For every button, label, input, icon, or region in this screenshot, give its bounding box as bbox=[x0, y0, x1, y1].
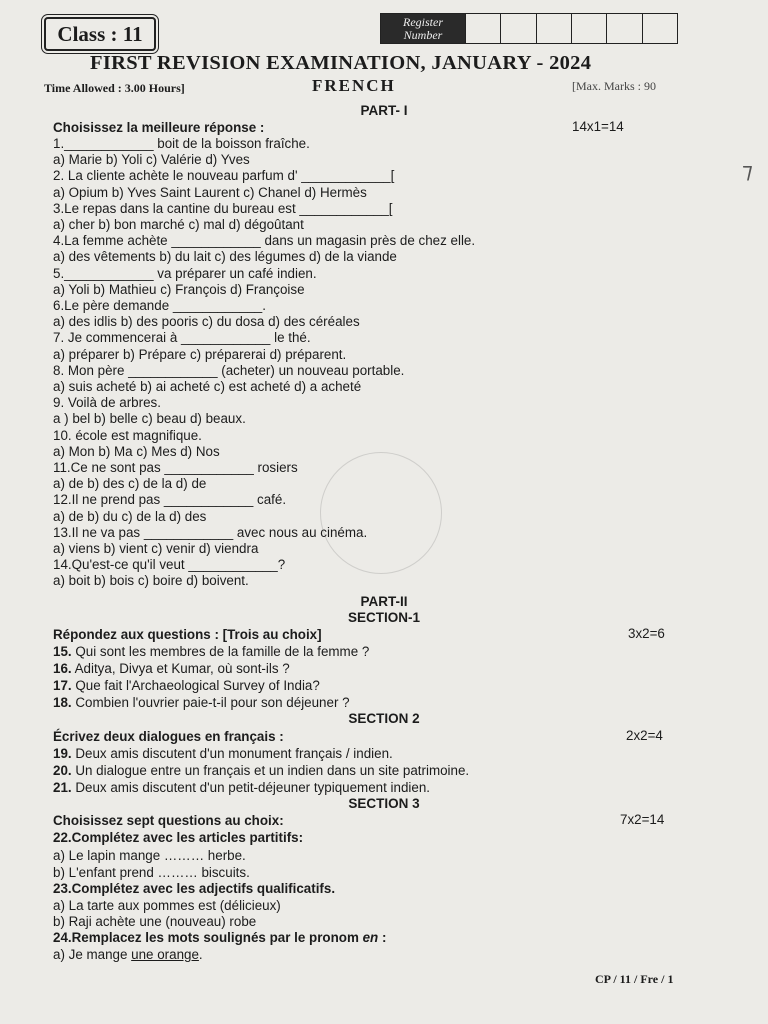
section1-score: 3x2=6 bbox=[628, 626, 665, 641]
option-line: a) boit b) bois c) boire d) boivent. bbox=[53, 573, 249, 589]
question-line bbox=[53, 644, 369, 660]
question-text: Aditya, Divya et Kumar, où sont-ils ? bbox=[71, 661, 290, 676]
register-number-box bbox=[380, 13, 678, 44]
question-line: 12.Il ne prend pas ____________ café. bbox=[53, 492, 287, 508]
q24a-underlined: une orange bbox=[131, 947, 199, 962]
question-line bbox=[53, 695, 350, 711]
option-line: a) de b) des c) de la d) de bbox=[53, 476, 207, 492]
section2-score: 2x2=4 bbox=[626, 728, 663, 743]
question-line: 22.Complétez avec les articles partitifs: bbox=[53, 830, 304, 845]
register-label-line1: Register bbox=[403, 14, 443, 29]
subject-title: FRENCH bbox=[312, 76, 396, 95]
question-line: 5.____________ va préparer un café indien. bbox=[53, 265, 317, 281]
option-line: a) des idlis b) des pooris c) du dosa d) des céréales bbox=[53, 314, 360, 330]
question-text: Un dialogue entre un français et un indien dans un site patrimoine. bbox=[71, 763, 470, 778]
question-line: 8. Mon père ____________ (acheter) un nouveau portable. bbox=[53, 362, 405, 378]
option-line: a) suis acheté b) ai acheté c) est acheté d) a acheté bbox=[53, 379, 362, 394]
question-text: Qui sont les membres de la famille de la femme ? bbox=[71, 644, 370, 659]
question-number: 16. bbox=[53, 661, 72, 676]
question-line: 9. Voilà de arbres. bbox=[53, 395, 161, 411]
question-text: Combien l'ouvrier paie-t-il pour son déjeuner ? bbox=[71, 695, 350, 710]
question-line: 23.Complétez avec les adjectifs qualificatifs. bbox=[53, 881, 336, 896]
question-line: 13.Il ne va pas ____________ avec nous au cinéma. bbox=[53, 524, 368, 540]
register-cell bbox=[571, 14, 606, 43]
section1-title: SECTION-1 bbox=[347, 610, 420, 625]
option-line: a) Opium b) Yves Saint Laurent c) Chanel d) Hermès bbox=[53, 184, 367, 200]
option-line: a) de b) du c) de la d) des bbox=[53, 508, 207, 524]
section1-instruction: Répondez aux questions : [Trois au choix] bbox=[53, 627, 322, 642]
time-allowed: Time Allowed : 3.00 Hours] bbox=[44, 81, 185, 95]
section3-instruction: Choisissez sept questions au choix: bbox=[53, 813, 284, 828]
option-line: a ) bel b) belle c) beau d) beaux. bbox=[53, 411, 246, 427]
question-line: 6.Le père demande ____________. bbox=[53, 298, 266, 313]
register-label-line2: Number bbox=[403, 27, 443, 42]
question-line: 10. école est magnifique. bbox=[53, 427, 202, 443]
part1-instruction: Choisissez la meilleure réponse : bbox=[53, 120, 265, 135]
q24-suffix: : bbox=[378, 930, 387, 945]
question-line: 2. La cliente achète le nouveau parfum d' ____________[ bbox=[53, 168, 395, 184]
option-line: a) Mon b) Ma c) Mes d) Nos bbox=[53, 443, 220, 459]
part1-score: 14x1=14 bbox=[572, 119, 624, 134]
q24-prefix: 24.Remplacez les mots soulignés par le pronom bbox=[53, 930, 363, 945]
option-line: a) Le lapin mange ……… herbe. bbox=[53, 848, 246, 863]
exam-title: FIRST REVISION EXAMINATION, JANUARY - 2024 bbox=[90, 52, 592, 74]
question-line: 1.____________ boit de la boisson fraîche. bbox=[53, 136, 310, 151]
question-line: 3.Le repas dans la cantine du bureau est ____________[ bbox=[53, 200, 393, 216]
option-line: a) cher b) bon marché c) mal d) dégoûtant bbox=[53, 217, 304, 232]
option-line: a) Marie b) Yoli c) Valérie d) Yves bbox=[53, 152, 250, 168]
question-line bbox=[53, 763, 469, 779]
part2-title: PART-II bbox=[360, 594, 408, 609]
part1-title: PART- I bbox=[360, 103, 408, 118]
q24-pronoun: en bbox=[362, 930, 379, 945]
page-footer-code: CP / 11 / Fre / 1 bbox=[595, 972, 674, 986]
class-label: Class : 11 bbox=[44, 17, 156, 51]
option-line: a) préparer b) Prépare c) préparerai d) préparent. bbox=[53, 346, 347, 362]
register-cell bbox=[606, 14, 641, 43]
question-number: 19. bbox=[53, 746, 72, 761]
faded-stamp bbox=[320, 452, 442, 574]
question-line bbox=[53, 780, 430, 796]
q24a-prefix: a) Je mange bbox=[53, 947, 132, 962]
section2-title: SECTION 2 bbox=[348, 711, 420, 726]
question-text: Deux amis discutent d'un monument français / indien. bbox=[71, 746, 393, 761]
question-text: Que fait l'Archaeological Survey of India? bbox=[71, 678, 320, 693]
question-line bbox=[53, 661, 290, 677]
q24a-suffix: . bbox=[198, 947, 203, 962]
question-number: 18. bbox=[53, 695, 72, 710]
section3-title: SECTION 3 bbox=[348, 796, 420, 811]
option-line: b) L'enfant prend ……… biscuits. bbox=[53, 865, 250, 880]
question-text: Deux amis discutent d'un petit-déjeuner typiquement indien. bbox=[71, 780, 430, 795]
question-line: 14.Qu'est-ce qu'il veut ____________? bbox=[53, 557, 286, 573]
question-line bbox=[53, 678, 320, 694]
margin-pen-mark: ⁊ bbox=[742, 158, 753, 183]
section3-score: 7x2=14 bbox=[620, 812, 665, 827]
option-line: a) Yoli b) Mathieu c) François d) Françoise bbox=[53, 281, 305, 297]
register-cell bbox=[536, 14, 571, 43]
register-number-label bbox=[381, 14, 465, 43]
question-line: 11.Ce ne sont pas ____________ rosiers bbox=[53, 460, 298, 475]
option-line: b) Raji achète une (nouveau) robe bbox=[53, 914, 257, 929]
option-line: a) La tarte aux pommes est (délicieux) bbox=[53, 898, 281, 913]
max-marks: [Max. Marks : 90 bbox=[572, 79, 656, 93]
question-number: 20. bbox=[53, 763, 72, 778]
register-cell bbox=[465, 14, 500, 43]
question-number: 21. bbox=[53, 780, 72, 795]
question-line: 7. Je commencerai à ____________ le thé. bbox=[53, 330, 311, 346]
option-line: a) viens b) vient c) venir d) viendra bbox=[53, 541, 259, 556]
option-line: a) des vêtements b) du lait c) des légumes d) de la viande bbox=[53, 249, 397, 265]
question-number: 17. bbox=[53, 678, 72, 693]
register-cell bbox=[642, 14, 677, 43]
question-number: 15. bbox=[53, 644, 72, 659]
question-line: 4.La femme achète ____________ dans un magasin près de chez elle. bbox=[53, 233, 476, 249]
register-cell bbox=[500, 14, 535, 43]
question-line bbox=[53, 746, 393, 762]
question-line bbox=[53, 930, 386, 946]
option-line bbox=[53, 947, 203, 963]
section2-instruction: Écrivez deux dialogues en français : bbox=[53, 729, 284, 744]
